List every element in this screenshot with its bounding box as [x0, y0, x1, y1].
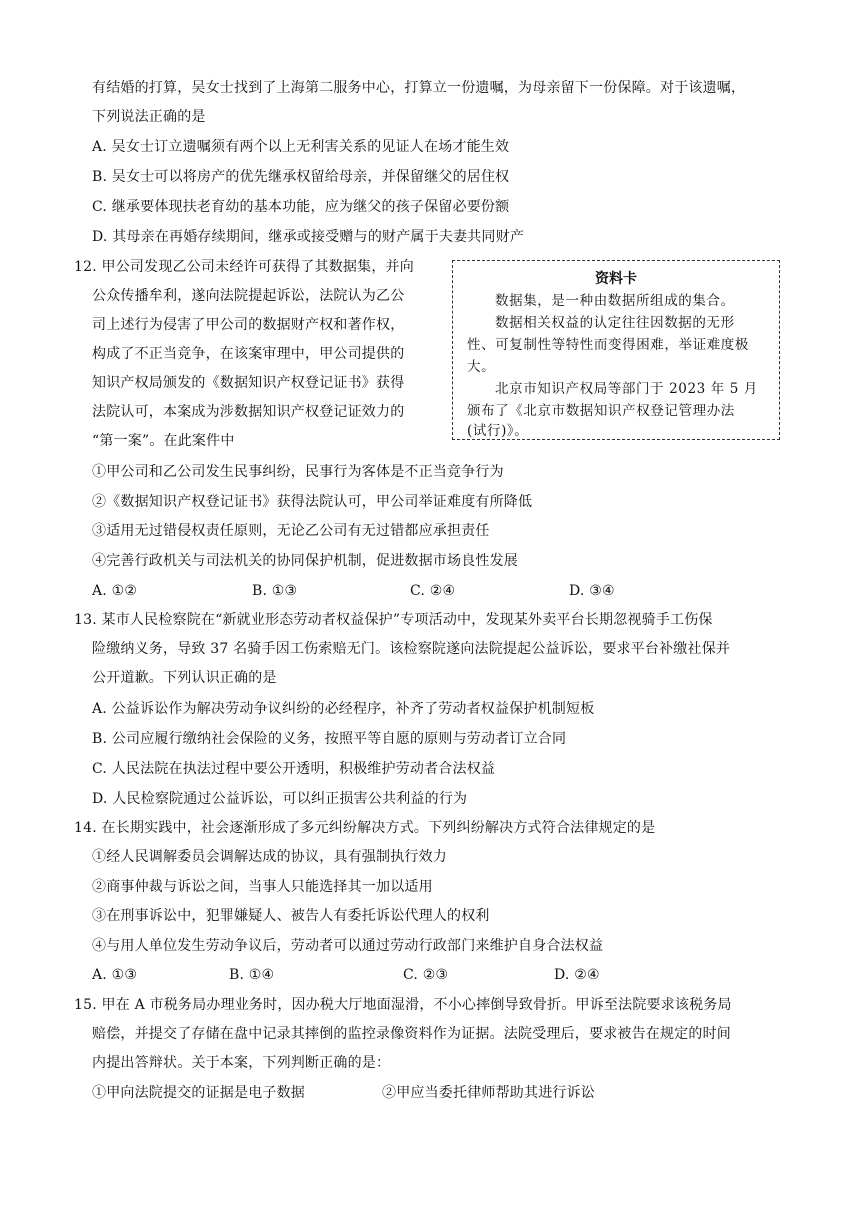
q12-choice-a: A. ①② [92, 583, 138, 599]
q13-option-d: D. 人民检察院通过公益诉讼，可以纠正损害公共利益的行为 [92, 791, 468, 807]
q14-item-3: ③在刑事诉讼中，犯罪嫌疑人、被告人有委托诉讼代理人的权利 [92, 908, 490, 924]
q14-item-1: ①经人民调解委员会调解达成的协议，具有强制执行效力 [92, 849, 447, 865]
q11-option-a: A. 吴女士订立遗嘱须有两个以上无利害关系的见证人在场才能生效 [92, 139, 510, 155]
q12-choice-b: B. ①③ [252, 583, 298, 599]
q12-item-2: ②《数据知识产权登记证书》获得法院认可，甲公司举证难度有所降低 [92, 494, 533, 510]
info-card-line: 数据相关权益的认定往往因数据的无形 [495, 315, 735, 331]
q12-item-1: ①甲公司和乙公司发生民事纠纷，民事行为客体是不正当竞争行为 [92, 464, 504, 480]
q13-option-b: B. 公司应履行缴纳社会保险的义务，按照平等自愿的原则与劳动者订立合同 [92, 731, 567, 747]
info-card-line: 颁布了《北京市数据知识产权登记管理办法 [467, 403, 735, 419]
q12-stem-line-6: 法院认可，本案成为涉数据知识产权登记证效力的 [92, 404, 405, 420]
q15-stem-line-2: 赔偿，并提交了存储在盘中记录其摔倒的监控录像资料作为证据。法院受理后，要求被告在规定的时间 [92, 1026, 731, 1042]
q12-stem-line-2: 公众传播牟利，遂向法院提起诉讼，法院认为乙公 [92, 288, 405, 304]
q11-option-c: C. 继承要体现扶老育幼的基本功能，应为继父的孩子保留必要份额 [92, 199, 510, 215]
q12-stem-line-5: 知识产权局颁发的《数据知识产权登记证书》获得 [92, 375, 405, 391]
q14-choice-d: D. ②④ [554, 967, 600, 983]
q12-stem-line-3: 司上述行为侵害了甲公司的数据财产权和著作权， [92, 317, 405, 333]
info-card-line: 性、可复制性等特性而变得困难，举证难度极 [467, 337, 749, 353]
q11-stem-line-1: 有结婚的打算，吴女士找到了上海第二服务中心，打算立一份遗嘱，为母亲留下一份保障。对于该遗嘱， [92, 80, 746, 96]
q14-choice-c: C. ②③ [403, 967, 449, 983]
q14-stem-line-1: 14. 在长期实践中，社会逐渐形成了多元纠纷解决方式。下列纠纷解决方式符合法律规定的是 [74, 820, 656, 836]
q11-option-d: D. 其母亲在再婚存续期间，继承或接受赠与的财产属于夫妻共同财产 [92, 229, 525, 245]
q14-item-4: ④与用人单位发生劳动争议后，劳动者可以通过劳动行政部门来维护自身合法权益 [92, 938, 604, 954]
info-card-line: 北京市知识产权局等部门于 2023 年 5 月 [495, 381, 758, 397]
q14-choice-b: B. ①④ [229, 967, 275, 983]
info-card-line: 大。 [467, 359, 496, 375]
q15-item-1: ①甲向法院提交的证据是电子数据 [92, 1085, 305, 1101]
info-card [452, 260, 780, 440]
q15-stem-line-1: 15. 甲在 A 市税务局办理业务时，因办税大厅地面湿滑，不小心摔倒导致骨折。甲诉至法院要求该税务局 [74, 997, 732, 1013]
info-card-line: (试行)》。 [467, 423, 529, 439]
q13-option-c: C. 人民法院在执法过程中要公开透明，积极维护劳动者合法权益 [92, 761, 496, 777]
q15-item-2: ②甲应当委托律师帮助其进行诉讼 [382, 1085, 595, 1101]
q12-item-4: ④完善行政机关与司法机关的协同保护机制，促进数据市场良性发展 [92, 553, 518, 569]
q14-choice-a: A. ①③ [92, 967, 138, 983]
q12-choice-c: C. ②④ [410, 583, 456, 599]
q11-option-b: B. 吴女士可以将房产的优先继承权留给母亲，并保留继父的居住权 [92, 169, 510, 185]
q15-stem-line-3: 内提出答辩状。关于本案，下列判断正确的是： [92, 1055, 391, 1071]
q12-stem-line-1: 12. 甲公司发现乙公司未经许可获得了其数据集，并向 [74, 259, 414, 275]
q12-choice-d: D. ③④ [569, 583, 615, 599]
q14-item-2: ②商事仲裁与诉讼之间，当事人只能选择其一加以适用 [92, 879, 433, 895]
info-card-line: 数据集，是一种由数据所组成的集合。 [495, 293, 735, 309]
q12-item-3: ③适用无过错侵权责任原则，无论乙公司有无过错都应承担责任 [92, 523, 490, 539]
info-card-title: 资料卡 [595, 271, 637, 287]
q13-stem-line-3: 公开道歉。下列认识正确的是 [92, 670, 277, 686]
q12-stem-line-4: 构成了不正当竞争，在该案审理中，甲公司提供的 [92, 346, 405, 362]
q13-stem-line-2: 险缴纳义务，导致 37 名骑手因工伤索赔无门。该检察院遂向法院提起公益诉讼，要求平台补缴社保并 [92, 641, 731, 657]
q12-stem-line-7: “第一案”。在此案件中 [92, 433, 235, 449]
q11-stem-line-2: 下列说法正确的是 [92, 109, 206, 125]
q13-option-a: A. 公益诉讼作为解决劳动争议纠纷的必经程序，补齐了劳动者权益保护机制短板 [92, 701, 595, 717]
q13-stem-line-1: 13. 某市人民检察院在“新就业形态劳动者权益保护”专项活动中，发现某外卖平台长期忽视骑手工伤保 [74, 612, 713, 628]
